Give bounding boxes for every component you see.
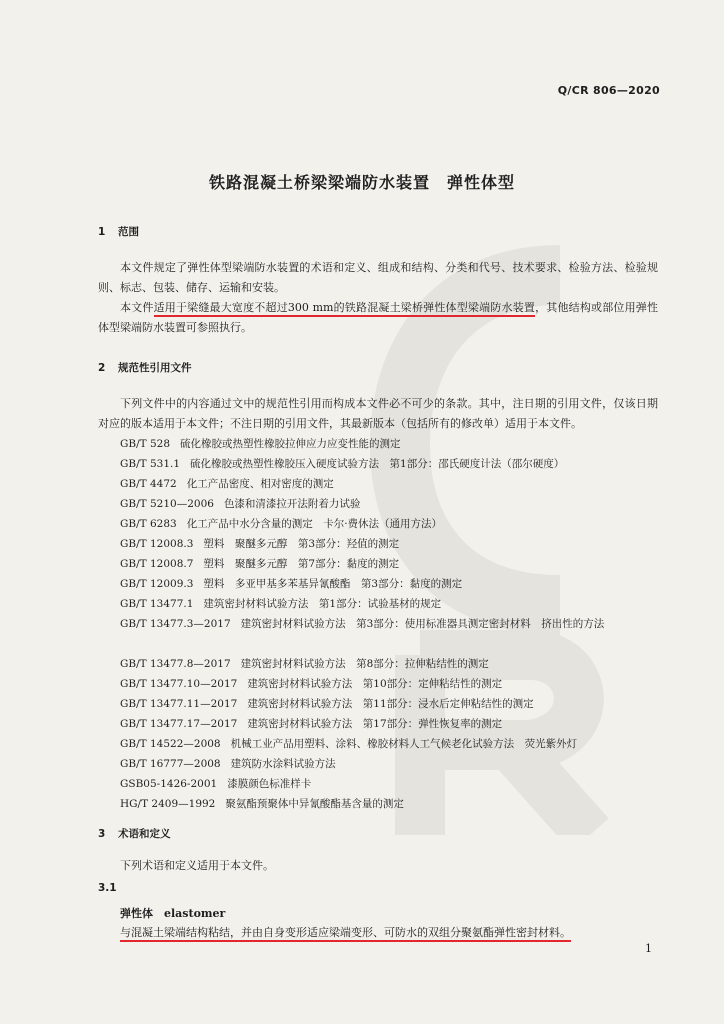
term-definition (120, 924, 571, 940)
reference-item: GB/T 13477.1 建筑密封材料试验方法 第1部分：试验基材的规定 (120, 598, 442, 610)
scope-text-end: ，其他结构或部位用弹性体型梁端防水装置可参照执行。 (98, 301, 658, 334)
reference-item: GB/T 528 硫化橡胶或热塑性橡胶拉伸应力应变性能的测定 (120, 438, 401, 450)
section-number: 1 (98, 226, 106, 238)
reference-item: GB/T 12009.3 塑料 多亚甲基多苯基异氰酸酯 第3部分：黏度的测定 (120, 578, 463, 590)
section-number: 2 (98, 362, 106, 374)
page-number: 1 (645, 942, 652, 955)
scope-paragraph-1: 本文件规定了弹性体型梁端防水装置的术语和定义、组成和结构、分类和代号、技术要求、检验方法、检验规则、标志、包装、储存、运输和安装。 (98, 261, 658, 294)
page-title: 铁路混凝土桥梁梁端防水装置 弹性体型 (208, 173, 515, 192)
highlighted-applicability-text: 适用于梁缝最大宽度不超过300 mm的铁路混凝土梁桥弹性体型梁端防水装置 (154, 301, 536, 317)
reference-item: GB/T 6283 化工产品中水分含量的测定 卡尔·费休法（通用方法） (120, 518, 443, 530)
section-number: 3 (98, 828, 106, 840)
reference-item: GB/T 5210—2006 色漆和清漆拉开法附着力试验 (120, 498, 361, 510)
term-name: 弹性体 elastomer (120, 907, 226, 920)
reference-item: GB/T 13477.11—2017 建筑密封材料试验方法 第11部分：浸水后定伸粘结性的测定 (120, 698, 534, 710)
reference-item: GB/T 13477.3—2017 建筑密封材料试验方法 第3部分：使用标准器具测定密封材料 挤出性的方法 (120, 618, 605, 630)
reference-item: GB/T 12008.3 塑料 聚醚多元醇 第3部分：羟值的测定 (120, 538, 400, 550)
reference-item: GB/T 4472 化工产品密度、相对密度的测定 (120, 478, 334, 490)
reference-item: GB/T 13477.8—2017 建筑密封材料试验方法 第8部分：拉伸粘结性的测定 (120, 658, 489, 670)
reference-item: GB/T 531.1 硫化橡胶或热塑性橡胶压入硬度试验方法 第1部分：邵氏硬度计法（邵尔硬度） (120, 458, 565, 470)
reference-item: GB/T 13477.17—2017 建筑密封材料试验方法 第17部分：弹性恢复率的测定 (120, 718, 503, 730)
reference-item: GB/T 14522—2008 机械工业产品用塑料、涂料、橡胶材料人工气候老化试验方法 荧光紫外灯 (120, 738, 578, 750)
reference-list (120, 434, 660, 814)
highlighted-definition-text: 与混凝土梁端结构粘结，并由自身变形适应梁端变形、可防水的双组分聚氨酯弹性密封材料。 (120, 926, 571, 942)
section-title: 范围 (118, 226, 139, 238)
reference-item: GB/T 13477.10—2017 建筑密封材料试验方法 第10部分：定伸粘结性的测定 (120, 678, 503, 690)
normative-intro: 下列文件中的内容通过文中的规范性引用而构成本文件必不可少的条款。其中，注日期的引用文件，仅该日期对应的版本适用于本文件；不注日期的引用文件，其最新版本（包括所有的修改单）适用于本文件。 (98, 397, 658, 430)
scope-text-start: 本文件 (120, 301, 154, 314)
section-2-heading (98, 360, 192, 375)
document-number: Q/CR 806—2020 (557, 84, 660, 97)
reference-item: GSB05-1426-2001 漆膜颜色标准样卡 (120, 778, 312, 790)
section-title: 规范性引用文件 (118, 362, 192, 374)
reference-item: GB/T 12008.7 塑料 聚醚多元醇 第7部分：黏度的测定 (120, 558, 400, 570)
scope-paragraph-2 (98, 298, 658, 338)
section-1-heading (98, 224, 139, 239)
reference-item: HG/T 2409—1992 聚氨酯预聚体中异氰酸酯基含量的测定 (120, 798, 404, 810)
term-number: 3.1 (98, 882, 117, 894)
section-3-heading (98, 826, 171, 841)
reference-item: GB/T 16777—2008 建筑防水涂料试验方法 (120, 758, 336, 770)
terms-intro: 下列术语和定义适用于本文件。 (120, 859, 274, 872)
section-title: 术语和定义 (118, 828, 171, 840)
